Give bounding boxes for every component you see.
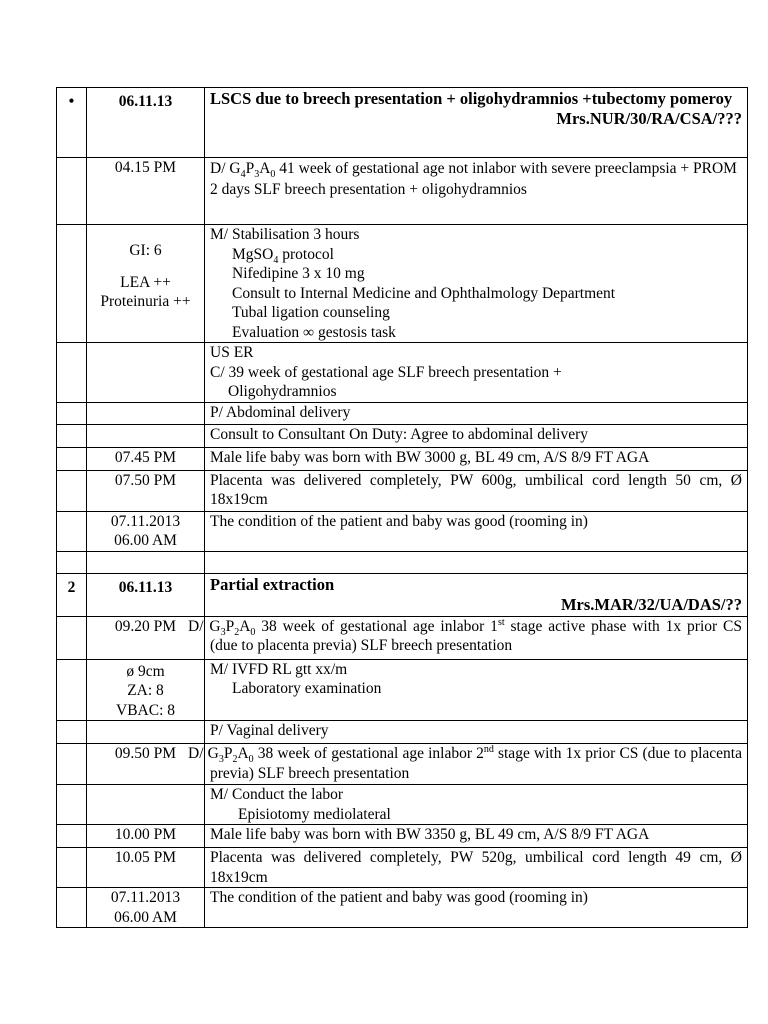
condition: The condition of the patient and baby was good (rooming in) <box>205 511 748 551</box>
case-title-cell <box>205 88 748 158</box>
table-row <box>57 88 748 158</box>
baby-born: Male life baby was born with BW 3000 g, BL 49 cm, A/S 8/9 FT AGA <box>205 447 748 470</box>
case-date: 06.11.13 <box>87 88 205 158</box>
management: M/ Conduct the labor Episiotomy mediolateral <box>205 785 748 825</box>
spacer-row <box>57 551 748 573</box>
diagnosis: D/ $G_4P_3A_0$ 41 week of gestational age not inlabor with severe preeclampsia + PROM 2 days SLF breech presentation + oligohydramnios <box>205 158 748 225</box>
table-row <box>57 343 748 403</box>
time-cell: 09.50 PM <box>87 744 205 785</box>
placenta: Placenta was delivered completely, PW 520g, umbilical cord length 49 cm, Ø 18x19cm <box>205 848 748 888</box>
table-row <box>57 402 748 424</box>
patient-id: Mrs.NUR/30/RA/CSA/??? <box>556 109 742 128</box>
plan: P/ Abdominal delivery <box>205 402 748 424</box>
patient-id: Mrs.MAR/32/UA/DAS/?? <box>560 594 742 614</box>
case-title-cell <box>205 573 748 616</box>
time-cell: 10.00 PM <box>87 825 205 848</box>
table-row <box>57 158 748 225</box>
table-row <box>57 825 748 848</box>
time-cell: 07.45 PM <box>87 447 205 470</box>
case-date: 06.11.13 <box>87 573 205 616</box>
ultrasound: US ER C/ 39 week of gestational age SLF breech presentation + Oligohydramnios <box>205 343 748 403</box>
side-notes: ø 9cm ZA: 8 VBAC: 8 <box>87 659 205 721</box>
table-row <box>57 470 748 511</box>
diagnosis: D/ $G_3P_2A_0$ 38 week of gestational age inlabor 1st stage active phase with 1x prior CS (due to placenta previa) SLF breech presentation <box>205 616 748 659</box>
case-title: Partial extraction <box>210 574 335 594</box>
case-number: 2 <box>57 573 87 616</box>
table-row <box>57 573 748 616</box>
management: M/ IVFD RL gtt xx/m Laboratory examination <box>205 659 748 721</box>
table-row <box>57 744 748 785</box>
time-cell: 09.20 PM <box>87 616 205 659</box>
table-row <box>57 659 748 721</box>
placenta: Placenta was delivered completely, PW 600g, umbilical cord length 50 cm, Ø 18x19cm <box>205 470 748 511</box>
table-row <box>57 616 748 659</box>
time-cell: 04.15 PM <box>87 158 205 225</box>
table-row <box>57 888 748 928</box>
table-row <box>57 511 748 551</box>
time-cell: 07.50 PM <box>87 470 205 511</box>
condition: The condition of the patient and baby was good (rooming in) <box>205 888 748 928</box>
delivery-log-table <box>56 87 748 928</box>
table-row <box>57 225 748 343</box>
table-row <box>57 424 748 447</box>
management: M/ Stabilisation 3 hours MgSO$_4$ protocol Nifedipine 3 x 10 mg Consult to Internal Medicine and Ophthalmology Department Tubal ligation counseling Evaluation ∞ gestosis task <box>205 225 748 343</box>
time-cell: 07.11.2013 06.00 AM <box>87 888 205 928</box>
consult-duty: Consult to Consultant On Duty: Agree to abdominal delivery <box>205 424 748 447</box>
table-row <box>57 785 748 825</box>
table-row <box>57 721 748 744</box>
case-title: LSCS due to breech presentation + oligohydramnios +tubectomy pomeroy <box>210 89 733 108</box>
time-cell: 10.05 PM <box>87 848 205 888</box>
baby-born: Male life baby was born with BW 3350 g, BL 49 cm, A/S 8/9 FT AGA <box>205 825 748 848</box>
side-notes: GI: 6 LEA ++ Proteinuria ++ <box>87 225 205 343</box>
table-row <box>57 848 748 888</box>
time-cell: 07.11.2013 06.00 AM <box>87 511 205 551</box>
diagnosis: D/ $G_3P_2A_0$ 38 week of gestational age inlabor 2nd stage with 1x prior CS (due to placenta previa) SLF breech presentation <box>205 744 748 785</box>
case-number: • <box>57 88 87 158</box>
plan: P/ Vaginal delivery <box>205 721 748 744</box>
table-row <box>57 447 748 470</box>
